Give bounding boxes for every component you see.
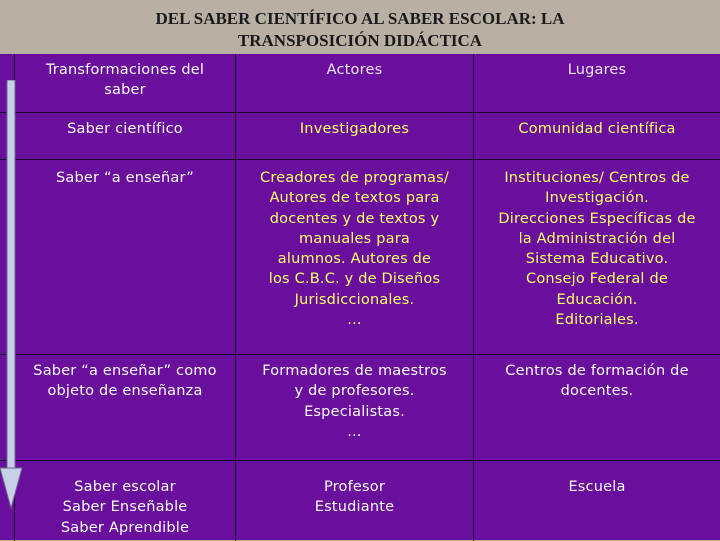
- title-line-1: DEL SABER CIENTÍFICO AL SABER ESCOLAR: LA: [155, 9, 565, 28]
- table-row: [0, 159, 720, 355]
- cell-lugares: Centros de formación de docentes.: [473, 355, 720, 461]
- cell-actores: Formadores de maestros y de profesores. Especialistas. …: [235, 355, 473, 461]
- header-lugares: Lugares: [473, 54, 720, 112]
- title-line-2: TRANSPOSICIÓN DIDÁCTICA: [237, 31, 483, 50]
- transposition-table: [0, 54, 720, 540]
- cell-actores: Creadores de programas/ Autores de textos para docentes y de textos y manuales para alumnos. Autores de los C.B.C. y de Diseños Jurisdiccionales. …: [235, 160, 473, 355]
- down-arrow-icon: [0, 80, 24, 512]
- cell-actores: Profesor Estudiante: [235, 461, 473, 541]
- cell-transformacion: Saber “a enseñar”: [14, 160, 235, 355]
- header-actores: Actores: [235, 54, 473, 112]
- header-transformaciones: Transformaciones del saber: [14, 54, 235, 112]
- cell-lugares: Comunidad científica: [473, 113, 720, 160]
- cell-transformacion: Saber escolar Saber Enseñable Saber Aprendible: [14, 461, 235, 541]
- table-row: [0, 460, 720, 541]
- cell-transformacion: Saber científico: [14, 113, 235, 160]
- cell-transformacion: Saber “a enseñar” como objeto de enseñanza: [14, 355, 235, 461]
- cell-lugares: Instituciones/ Centros de Investigación. Direcciones Específicas de la Administración del Sistema Educativo. Consejo Federal de Educación. Editoriales.: [473, 160, 720, 355]
- cell-actores: Investigadores: [235, 113, 473, 160]
- table-row: [0, 354, 720, 461]
- table-row: [0, 112, 720, 160]
- page-title: [0, 8, 720, 52]
- table-header-row: [0, 54, 720, 112]
- cell-lugares: Escuela: [473, 461, 720, 541]
